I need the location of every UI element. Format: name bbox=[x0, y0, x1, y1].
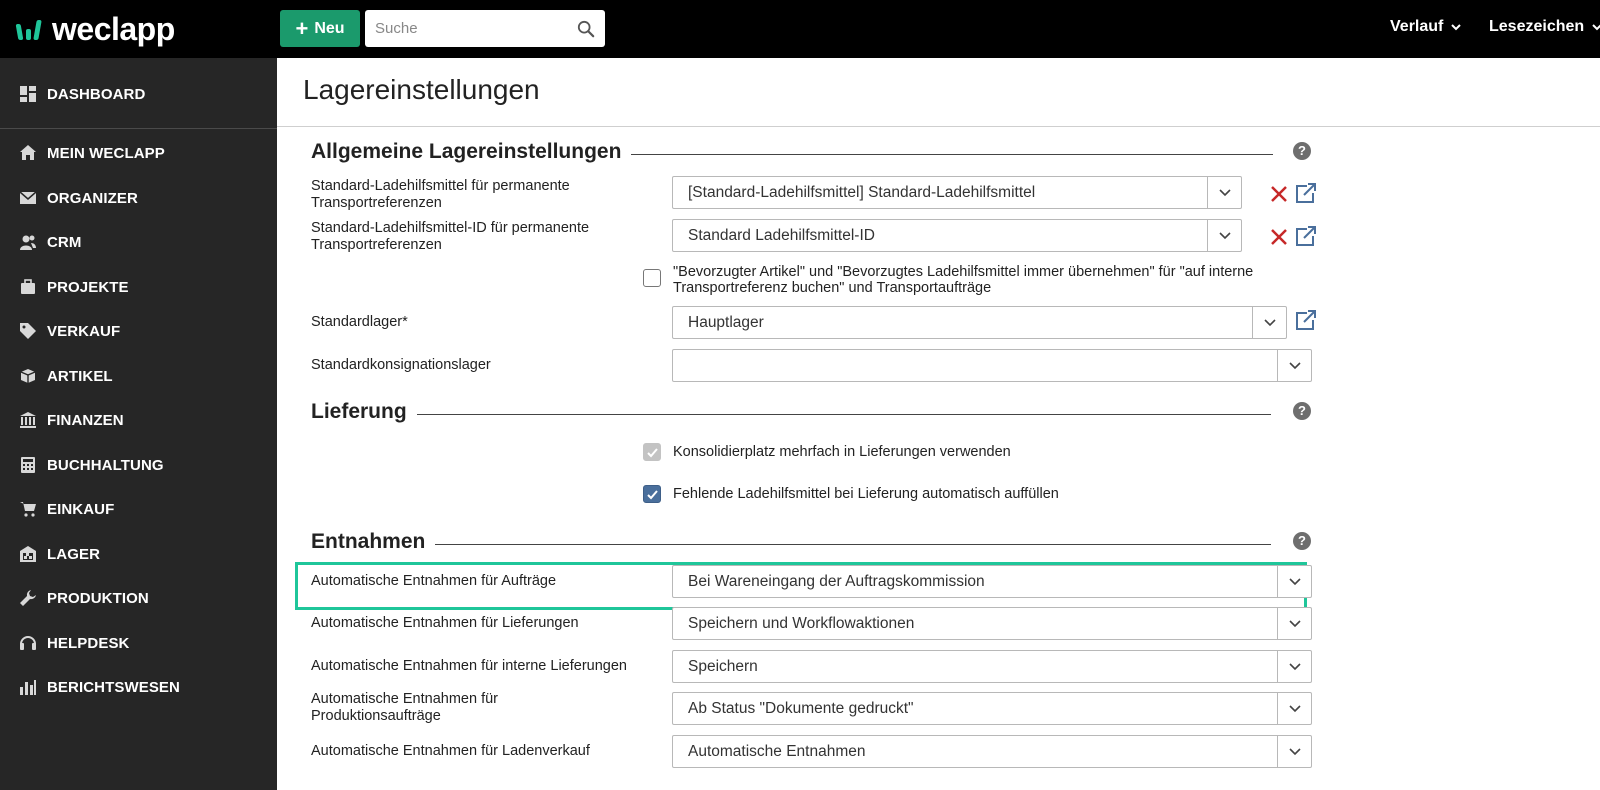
sidebar-item-label: ARTIKEL bbox=[47, 367, 113, 385]
select-value: Standard Ladehilfsmittel-ID bbox=[688, 227, 875, 244]
sidebar-item-label: EINKAUF bbox=[47, 500, 115, 518]
weclapp-logo[interactable] bbox=[16, 11, 175, 47]
bank-icon bbox=[19, 411, 37, 429]
checkbox-label: Konsolidierplatz mehrfach in Lieferungen verwenden bbox=[673, 444, 1011, 460]
chevron-down-icon[interactable] bbox=[1277, 651, 1311, 682]
sidebar-item-buchhaltung[interactable] bbox=[0, 446, 277, 484]
orders-withdrawal-select[interactable] bbox=[672, 565, 1312, 598]
box-icon bbox=[19, 367, 37, 385]
sidebar-item-label: CRM bbox=[47, 233, 82, 251]
wrench-icon bbox=[19, 589, 37, 607]
cart-icon bbox=[19, 500, 37, 518]
home-icon bbox=[19, 144, 37, 162]
sidebar-item-label: LAGER bbox=[47, 545, 100, 563]
calculator-icon bbox=[19, 456, 37, 474]
sidebar-item-einkauf[interactable] bbox=[0, 490, 277, 528]
bookmarks-label: Lesezeichen bbox=[1489, 18, 1585, 35]
section-divider bbox=[611, 154, 1273, 155]
section-title: Lieferung bbox=[311, 400, 417, 424]
auto-fill-checkbox[interactable] bbox=[643, 485, 661, 503]
users-icon bbox=[19, 233, 37, 251]
sidebar-divider bbox=[0, 128, 277, 129]
select-value: Bei Wareneingang der Auftragskommission bbox=[688, 573, 985, 590]
field-label: Standardkonsignationslager bbox=[311, 357, 491, 373]
top-bar bbox=[0, 0, 1600, 58]
sidebar-item-produktion[interactable] bbox=[0, 579, 277, 617]
history-label: Verlauf bbox=[1390, 18, 1444, 35]
sidebar bbox=[0, 58, 277, 790]
chevron-down-icon[interactable] bbox=[1277, 350, 1311, 381]
sidebar-item-label: ORGANIZER bbox=[47, 189, 138, 207]
select-value: Hauptlager bbox=[688, 314, 764, 331]
section-delivery bbox=[311, 400, 1311, 430]
sidebar-item-label: BERICHTSWESEN bbox=[47, 678, 180, 696]
search-icon[interactable] bbox=[577, 20, 595, 38]
title-divider bbox=[277, 126, 1600, 127]
chevron-down-icon[interactable] bbox=[1277, 566, 1311, 597]
checkbox-label: Fehlende Ladehilfsmittel bei Lieferung automatisch auffüllen bbox=[673, 486, 1059, 502]
warehouse-icon bbox=[19, 545, 37, 563]
sidebar-item-label: DASHBOARD bbox=[47, 85, 146, 103]
section-general bbox=[311, 140, 1311, 170]
sidebar-item-artikel[interactable] bbox=[0, 357, 277, 395]
section-title: Allgemeine Lagereinstellungen bbox=[311, 140, 631, 164]
chevron-down-icon[interactable] bbox=[1207, 177, 1241, 208]
logo-mark-icon bbox=[16, 16, 44, 42]
help-icon[interactable]: ? bbox=[1293, 532, 1311, 550]
envelope-icon bbox=[19, 189, 37, 207]
field-label: Automatische Entnahmen für Produktionsaufträge bbox=[311, 691, 498, 724]
chevron-down-icon[interactable] bbox=[1207, 220, 1241, 251]
open-external-icon[interactable] bbox=[1295, 309, 1317, 331]
search-box bbox=[365, 10, 605, 47]
sidebar-item-label: VERKAUF bbox=[47, 322, 121, 340]
store-sale-withdrawal-select[interactable] bbox=[672, 735, 1312, 768]
new-button-label: Neu bbox=[314, 19, 345, 37]
history-menu[interactable] bbox=[1390, 18, 1461, 36]
chevron-down-icon[interactable] bbox=[1252, 307, 1286, 338]
logo-text: weclapp bbox=[52, 10, 175, 47]
clear-icon[interactable] bbox=[1269, 227, 1289, 247]
search-input[interactable] bbox=[365, 10, 605, 47]
loading-aid-id-select[interactable] bbox=[672, 219, 1242, 252]
briefcase-icon bbox=[19, 278, 37, 296]
field-label: Standard-Ladehilfsmittel für permanente Transportreferenzen bbox=[311, 178, 570, 211]
field-label: Automatische Entnahmen für Lieferungen bbox=[311, 615, 579, 631]
open-external-icon[interactable] bbox=[1295, 182, 1317, 204]
chevron-down-icon bbox=[1592, 22, 1600, 32]
sidebar-item-organizer[interactable] bbox=[0, 179, 277, 217]
sidebar-item-projekte[interactable] bbox=[0, 268, 277, 306]
preferred-article-checkbox[interactable] bbox=[643, 269, 661, 287]
sidebar-item-label: FINANZEN bbox=[47, 411, 124, 429]
open-external-icon[interactable] bbox=[1295, 225, 1317, 247]
sidebar-item-lager[interactable] bbox=[0, 535, 277, 573]
sidebar-item-label: HELPDESK bbox=[47, 634, 130, 652]
internal-deliveries-withdrawal-select[interactable] bbox=[672, 650, 1312, 683]
consignment-warehouse-select[interactable] bbox=[672, 349, 1312, 382]
field-label: Automatische Entnahmen für interne Lieferungen bbox=[311, 658, 627, 674]
sidebar-item-finanzen[interactable] bbox=[0, 401, 277, 439]
sidebar-item-dashboard[interactable] bbox=[0, 75, 277, 113]
sidebar-item-crm[interactable] bbox=[0, 223, 277, 261]
sidebar-item-helpdesk[interactable] bbox=[0, 624, 277, 662]
sidebar-item-berichtswesen[interactable] bbox=[0, 668, 277, 706]
sidebar-item-label: MEIN WECLAPP bbox=[47, 144, 165, 162]
select-value: Speichern und Workflowaktionen bbox=[688, 615, 915, 632]
plus-icon: + bbox=[295, 15, 309, 41]
chevron-down-icon[interactable] bbox=[1277, 608, 1311, 639]
headset-icon bbox=[19, 634, 37, 652]
bookmarks-menu[interactable] bbox=[1489, 18, 1600, 36]
production-withdrawal-select[interactable] bbox=[672, 692, 1312, 725]
select-value: Speichern bbox=[688, 658, 758, 675]
clear-icon[interactable] bbox=[1269, 184, 1289, 204]
field-label: Automatische Entnahmen für Aufträge bbox=[311, 573, 557, 589]
tag-icon bbox=[19, 322, 37, 340]
sidebar-item-label: PROJEKTE bbox=[47, 278, 129, 296]
new-button[interactable] bbox=[280, 10, 360, 47]
consolidation-checkbox[interactable] bbox=[643, 443, 661, 461]
help-icon[interactable]: ? bbox=[1293, 402, 1311, 420]
chevron-down-icon bbox=[1451, 22, 1461, 32]
loading-aid-select[interactable] bbox=[672, 176, 1242, 209]
sidebar-item-verkauf[interactable] bbox=[0, 312, 277, 350]
field-label: Standardlager* bbox=[311, 314, 408, 330]
section-divider bbox=[431, 544, 1271, 545]
field-label: Automatische Entnahmen für Ladenverkauf bbox=[311, 743, 590, 759]
deliveries-withdrawal-select[interactable] bbox=[672, 607, 1312, 640]
select-value: Automatische Entnahmen bbox=[688, 743, 866, 760]
bar-chart-icon bbox=[19, 678, 37, 696]
main-content bbox=[277, 58, 1600, 790]
select-value: [Standard-Ladehilfsmittel] Standard-Ladehilfsmittel bbox=[688, 184, 1036, 201]
checkbox-label: "Bevorzugter Artikel" und "Bevorzugtes Ladehilfsmittel immer übernehmen" für "auf interne Transportreferenz buchen" und Transportaufträge bbox=[673, 264, 1254, 296]
field-label: Standard-Ladehilfsmittel-ID für permanente Transportreferenzen bbox=[311, 220, 590, 253]
select-value: Ab Status "Dokumente gedruckt" bbox=[688, 700, 914, 717]
section-withdrawals bbox=[311, 530, 1311, 560]
sidebar-item-label: PRODUKTION bbox=[47, 589, 149, 607]
dashboard-icon bbox=[19, 85, 37, 103]
sidebar-item-label: BUCHHALTUNG bbox=[47, 456, 164, 474]
chevron-down-icon[interactable] bbox=[1277, 693, 1311, 724]
help-icon[interactable]: ? bbox=[1293, 142, 1311, 160]
chevron-down-icon[interactable] bbox=[1277, 736, 1311, 767]
section-divider bbox=[413, 414, 1271, 415]
page-title: Lagereinstellungen bbox=[303, 74, 540, 105]
default-warehouse-select[interactable] bbox=[672, 306, 1287, 339]
section-title: Entnahmen bbox=[311, 530, 435, 554]
sidebar-item-mein-weclapp[interactable] bbox=[0, 134, 277, 172]
